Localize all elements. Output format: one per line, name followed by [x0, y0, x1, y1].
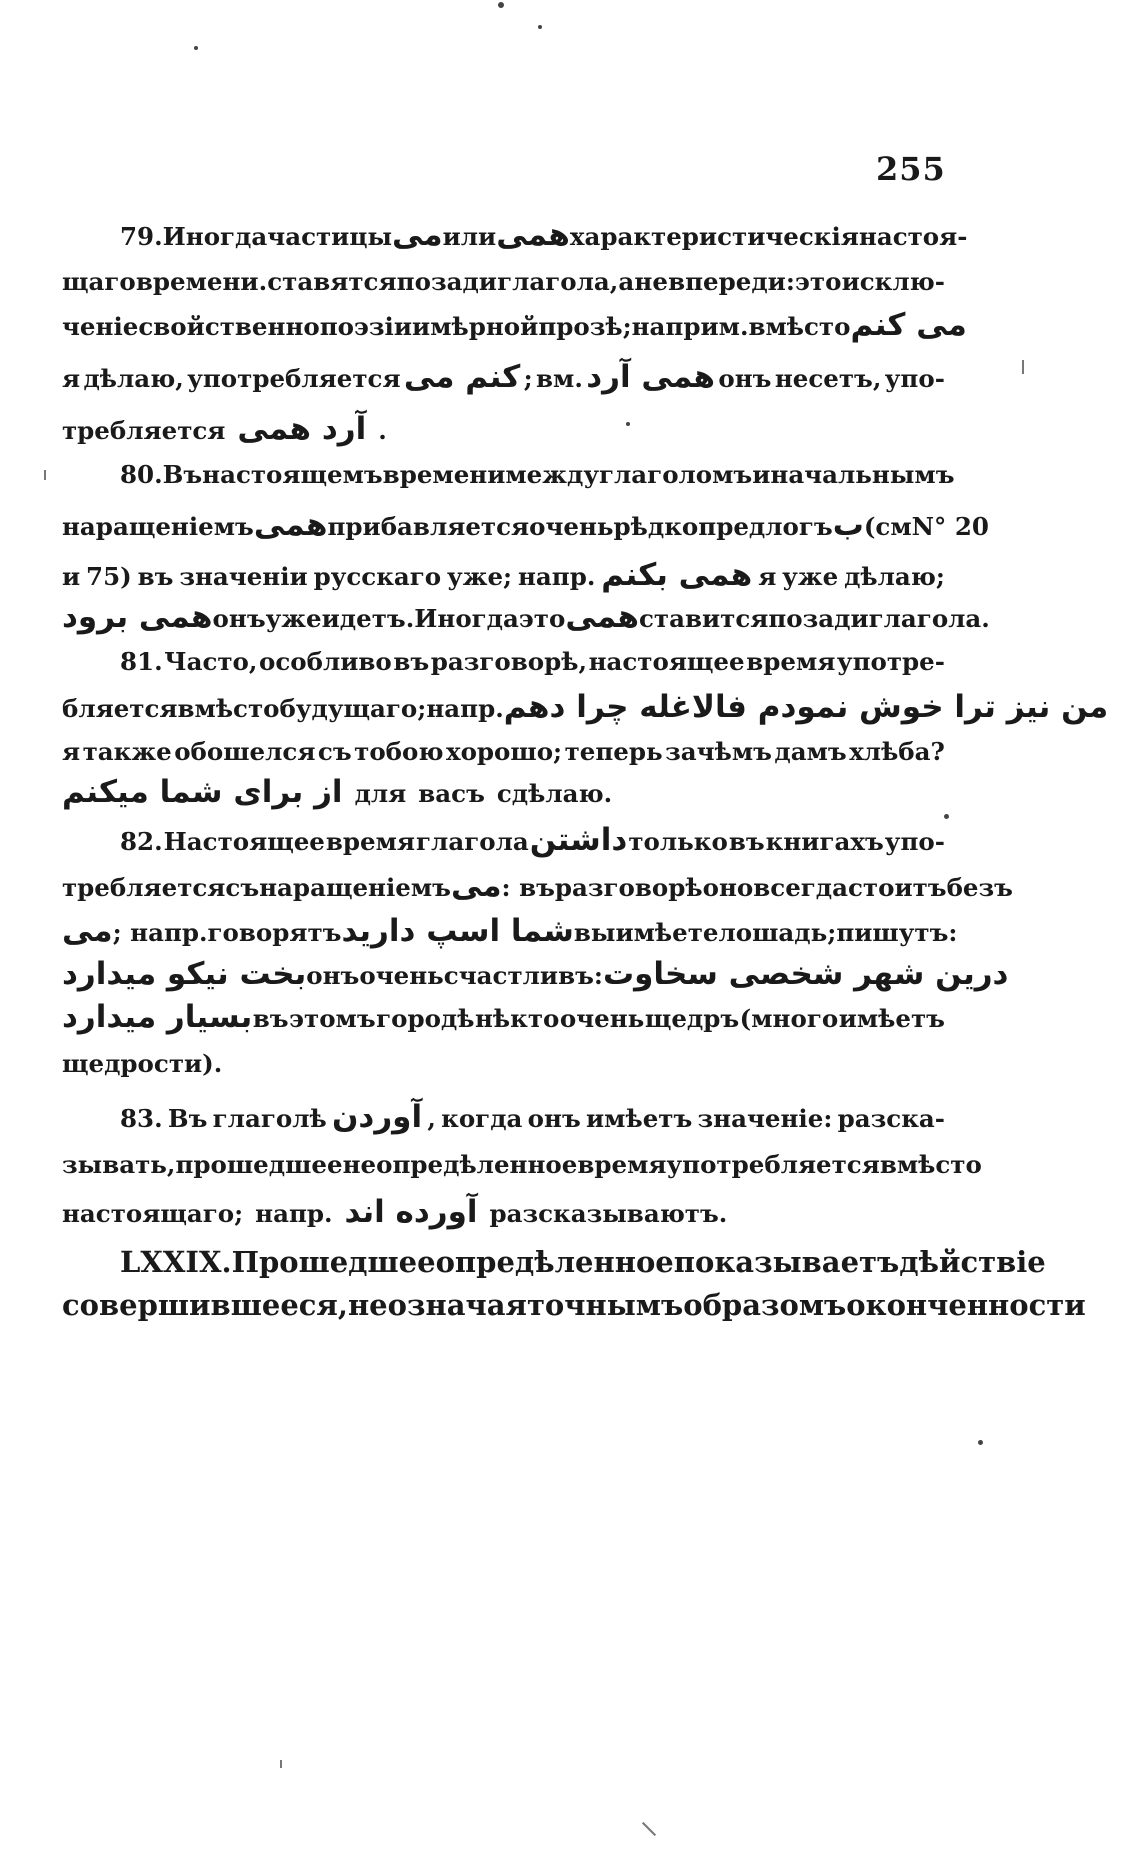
persian-example: درین شهر شخصی سخاوت: [602, 956, 1009, 992]
text-line: [62, 599, 990, 636]
word: будущаго;: [279, 694, 427, 723]
text-line: [62, 956, 1009, 993]
word: очень: [559, 1004, 645, 1033]
word: образомъ: [683, 1288, 847, 1322]
persian-example: همی آرد: [586, 359, 716, 395]
word: оно: [702, 873, 754, 902]
word: напр.: [426, 694, 504, 723]
word: русскаго: [313, 562, 442, 591]
word: дѣлаю;: [844, 562, 945, 591]
text-line: [62, 868, 1013, 905]
scan-speck: [280, 1760, 282, 1768]
word: и: [752, 460, 771, 489]
word: съ: [225, 873, 260, 902]
text-line: [62, 507, 989, 544]
word: глагола.: [868, 604, 990, 633]
word: всегда: [753, 873, 848, 902]
word: точнымъ: [526, 1288, 684, 1322]
word: 75): [86, 562, 132, 591]
word: время: [325, 827, 416, 856]
persian-example: داشتن: [529, 822, 628, 858]
word: это: [518, 604, 566, 633]
word: рѣдко: [613, 512, 699, 541]
word: тобою: [354, 737, 444, 766]
word: въ: [252, 1004, 289, 1033]
word: имѣетъ: [838, 1004, 945, 1033]
word: я: [62, 364, 81, 393]
word: напр.: [255, 1199, 333, 1228]
word: совершившееся,: [62, 1288, 348, 1322]
word: .: [378, 416, 387, 445]
scan-speck: [44, 470, 46, 480]
word: уже;: [447, 562, 513, 591]
word: а: [618, 267, 635, 296]
word: вмѣсто: [177, 694, 280, 723]
word: бляется: [62, 694, 178, 723]
word: позади: [768, 604, 869, 633]
word: предлогъ: [698, 512, 833, 541]
word: ;: [523, 364, 533, 393]
scan-speck: [978, 1440, 983, 1445]
scan-speck: [1022, 360, 1024, 374]
word: означая: [387, 1288, 527, 1322]
word: позади: [396, 267, 497, 296]
word: Иногда: [414, 604, 519, 633]
word: наращеніемъ: [259, 873, 451, 902]
word: 79.: [120, 222, 163, 251]
word: настоящемъ: [202, 460, 383, 489]
text-line: [62, 412, 945, 448]
word: значеніе:: [697, 1104, 833, 1133]
word: оконченности: [846, 1288, 1086, 1322]
word: характеристическія: [569, 222, 859, 251]
word: имѣетъ: [586, 1104, 693, 1133]
text-line: [62, 645, 945, 679]
word: также: [82, 737, 172, 766]
word: 81.: [120, 647, 163, 676]
text-line: [62, 1288, 1086, 1322]
word: Иногда: [162, 222, 268, 251]
word: вмѣсто: [748, 312, 851, 341]
word: очень: [359, 961, 444, 990]
scan-speck: [498, 2, 504, 8]
word: дамъ: [774, 737, 847, 766]
word: этомъ: [289, 1004, 376, 1033]
word: зачѣмъ: [665, 737, 772, 766]
text-line: [62, 1245, 1046, 1279]
text-line: [62, 558, 945, 594]
word: требляется: [62, 416, 226, 445]
word: щаго: [62, 267, 136, 296]
persian-example: همی: [565, 599, 639, 635]
word: и: [412, 312, 431, 341]
word: (много: [739, 1004, 839, 1033]
persian-example: بسیار میدارد: [62, 999, 253, 1035]
text-line: [62, 458, 955, 492]
text-line: [62, 307, 967, 344]
word: глагола,: [497, 267, 619, 296]
text-line: [62, 360, 945, 396]
word: онъ: [212, 604, 266, 633]
word: Часто,: [164, 647, 258, 676]
text-line: [62, 1000, 945, 1036]
word: безъ: [946, 873, 1013, 902]
persian-example: می: [62, 913, 113, 949]
word: прошедшее: [175, 1150, 343, 1179]
word: вм.: [536, 364, 583, 393]
word: идетъ.: [321, 604, 415, 633]
word: книгахъ: [765, 827, 884, 856]
scan-speck: [944, 814, 949, 819]
text-line: [62, 689, 1109, 726]
word: имѣете: [615, 918, 719, 947]
word: глаголѣ: [212, 1104, 327, 1133]
word: неопредѣленное: [342, 1150, 578, 1179]
persian-example: از برای شما میکنم: [62, 774, 343, 810]
word: я: [758, 562, 777, 591]
word: вы: [573, 918, 616, 947]
word: показываетъ: [673, 1245, 900, 1279]
word: настоящее: [588, 647, 745, 676]
text-line: [62, 217, 968, 254]
word: вмѣсто: [879, 1150, 982, 1179]
word: требляется: [62, 873, 226, 902]
word: лошадь;: [718, 918, 837, 947]
word: 80.: [120, 460, 163, 489]
word: LXXIX.: [120, 1245, 232, 1279]
word: разговорѣ,: [430, 647, 587, 676]
text-line: [62, 1100, 945, 1136]
word: дѣлаю,: [83, 364, 184, 393]
word: времени.: [135, 267, 268, 296]
word: значеніи: [179, 562, 308, 591]
persian-example: آوردن: [331, 1099, 423, 1135]
scan-speck: [642, 1822, 656, 1836]
word: онъ: [527, 1104, 581, 1133]
persian-example: همی بکنم: [601, 557, 753, 593]
persian-example: آرد همی: [237, 411, 367, 447]
scan-speck: [194, 46, 198, 50]
word: городѣ: [376, 1004, 475, 1033]
word: щедръ: [644, 1004, 740, 1033]
word: уже: [265, 604, 322, 633]
word: зывать,: [62, 1150, 176, 1179]
text-line: [62, 913, 958, 950]
text-line: [62, 265, 945, 299]
word: щедрости).: [62, 1049, 223, 1078]
word: глаголомъ: [599, 460, 753, 489]
persian-example: می کنم: [850, 307, 967, 343]
word: глагола: [416, 827, 529, 856]
word: счастливъ:: [443, 961, 603, 990]
word: ,: [427, 1104, 436, 1133]
persian-example: می: [392, 217, 443, 253]
word: опредѣленное: [435, 1245, 674, 1279]
persian-example: من نیز ترا خوش نمودم فالاغله چرا دهم: [503, 689, 1109, 725]
word: несетъ,: [774, 364, 882, 393]
word: употре-: [836, 647, 945, 676]
persian-example: همی: [496, 217, 570, 253]
page-number: 255: [876, 150, 946, 188]
word: наприм.: [631, 312, 749, 341]
word: N° 20: [911, 512, 989, 541]
word: употребляется: [666, 1150, 880, 1179]
word: или: [442, 222, 497, 251]
word: въ: [728, 827, 765, 856]
scan-speck: [538, 25, 542, 29]
word: особливо: [259, 647, 392, 676]
persian-example: شما اسپ دارید: [341, 913, 574, 949]
word: Настоящее: [163, 827, 325, 856]
word: въ: [393, 647, 430, 676]
word: между: [505, 460, 600, 489]
word: время: [577, 1150, 667, 1179]
word: онъ: [306, 961, 360, 990]
word: ; напр.: [112, 918, 208, 947]
word: времени: [382, 460, 506, 489]
word: пишутъ:: [836, 918, 958, 947]
word: васъ: [418, 779, 485, 808]
word: упо-: [884, 827, 945, 856]
word: хлѣба?: [849, 737, 945, 766]
word: впереди:: [668, 267, 795, 296]
word: разговорѣ: [554, 873, 703, 902]
word: (см: [863, 512, 912, 541]
word: напр.: [517, 562, 596, 591]
text-line: [62, 1195, 945, 1231]
word: онъ: [718, 364, 772, 393]
text-line: [62, 735, 945, 769]
word: ченіе: [62, 312, 139, 341]
word: свойственно: [138, 312, 320, 341]
word: я: [62, 737, 81, 766]
persian-example: همی: [253, 507, 328, 543]
word: не: [634, 267, 668, 296]
text-line: [62, 1148, 982, 1182]
persian-example: می: [450, 868, 502, 904]
word: для: [354, 779, 407, 808]
persian-example: آورده اند: [344, 1194, 478, 1230]
word: мѣрной: [430, 312, 539, 341]
word: теперь: [564, 737, 663, 766]
word: поэзіи: [319, 312, 413, 341]
word: ставится: [638, 604, 769, 633]
word: 82.: [120, 827, 163, 856]
word: : въ: [501, 873, 555, 902]
word: съ: [317, 737, 352, 766]
word: въ: [137, 562, 174, 591]
word: разска-: [837, 1104, 945, 1133]
word: частицы: [267, 222, 393, 251]
word: очень: [529, 512, 614, 541]
word: употребляется: [187, 364, 401, 393]
persian-example: ب: [832, 507, 864, 543]
word: Прошедшее: [231, 1245, 436, 1279]
word: Въ: [162, 460, 203, 489]
word: ставятся: [267, 267, 397, 296]
word: прибавляется: [327, 512, 530, 541]
word: нѣкто: [475, 1004, 560, 1033]
text-line: [62, 1047, 945, 1081]
word: настоящаго;: [62, 1199, 244, 1228]
word: и: [62, 562, 81, 591]
word: наращеніемъ: [62, 512, 254, 541]
word: настоя-: [858, 222, 968, 251]
word: говорятъ: [207, 918, 342, 947]
word: исклю-: [841, 267, 945, 296]
word: уже: [782, 562, 839, 591]
word: Въ: [167, 1104, 208, 1133]
word: дѣйствіе: [899, 1245, 1046, 1279]
persian-example: همی برود: [62, 599, 213, 635]
word: начальнымъ: [770, 460, 955, 489]
word: упо-: [884, 364, 945, 393]
persian-example: کنم می: [403, 359, 521, 395]
word: когда: [441, 1104, 523, 1133]
word: не: [347, 1288, 388, 1322]
scan-speck: [626, 422, 630, 426]
word: разсказываютъ.: [489, 1199, 728, 1228]
word: это: [795, 267, 842, 296]
text-line: [62, 775, 945, 811]
word: сдѣлаю.: [496, 779, 613, 808]
word: прозѣ;: [538, 312, 632, 341]
word: хорошо;: [445, 737, 563, 766]
text-line: [62, 823, 945, 859]
word: только: [628, 827, 728, 856]
word: время: [746, 647, 836, 676]
word: стоитъ: [848, 873, 947, 902]
word: обошелся: [174, 737, 316, 766]
word: 83.: [120, 1104, 163, 1133]
persian-example: بخت نیکو میدارد: [62, 956, 307, 992]
